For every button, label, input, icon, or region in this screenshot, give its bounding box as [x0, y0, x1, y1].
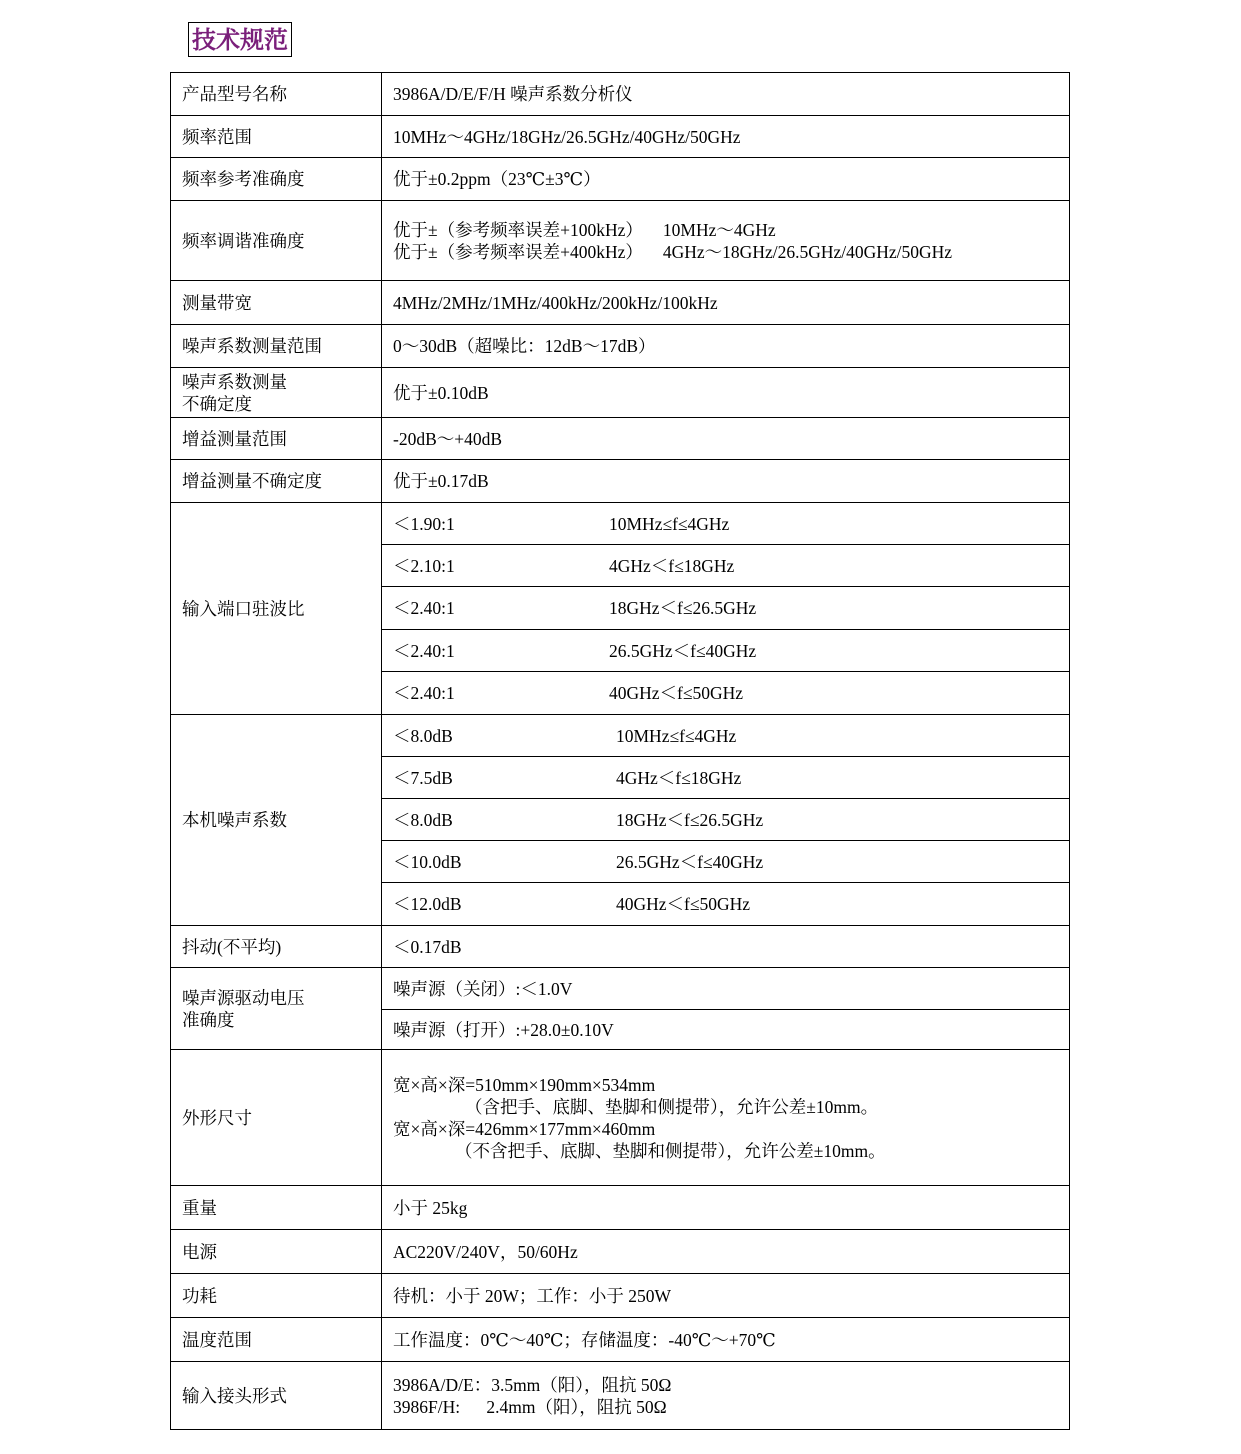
tune-spec: 优于±（参考频率误差+400kHz）: [393, 241, 643, 262]
vswr-value: ＜2.10:1: [393, 555, 455, 576]
row-value: [382, 1362, 1070, 1430]
tune-spec: 优于±（参考频率误差+100kHz）: [393, 219, 643, 240]
row-value: 待机：小于 20W；工作：小于 250W: [382, 1274, 1070, 1318]
row-label: 外形尺寸: [171, 1050, 382, 1186]
row-value: 优于±0.17dB: [382, 460, 1070, 503]
vswr-value: ＜1.90:1: [393, 513, 455, 534]
row-label: [171, 368, 382, 418]
vswr-item: [382, 672, 1070, 715]
nf-range: 18GHz＜f≤26.5GHz: [616, 809, 764, 830]
table-row: [171, 1362, 1070, 1430]
vswr-value: ＜2.40:1: [393, 598, 455, 618]
dimension-line: （含把手、底脚、垫脚和侧提带），允许公差±10mm。: [465, 1096, 879, 1117]
nf-value: ＜8.0dB: [393, 725, 453, 746]
vswr-item: [382, 545, 1070, 587]
nf-range: 40GHz＜f≤50GHz: [616, 894, 751, 914]
nf-item: [382, 799, 1070, 841]
row-label: 抖动(不平均): [171, 926, 382, 968]
table-row: [171, 1230, 1070, 1274]
row-value: [382, 1050, 1070, 1186]
nf-value: ＜7.5dB: [393, 767, 453, 788]
row-value: 噪声源（打开）:+28.0±0.10V: [382, 1010, 1070, 1050]
tune-range: 10MHz～4GHz: [662, 219, 776, 240]
row-value: 3986A/D/E/F/H 噪声系数分析仪: [382, 73, 1070, 116]
row-value: 0～30dB（超噪比：12dB～17dB）: [382, 325, 1070, 368]
row-label-line: 噪声源驱动电压: [182, 987, 305, 1008]
table-row: [171, 158, 1070, 201]
table-row: [171, 1274, 1070, 1318]
row-value: 小于 25kg: [382, 1186, 1070, 1230]
row-value: [382, 201, 1070, 281]
dimension-line: 宽×高×深=510mm×190mm×534mm: [393, 1074, 656, 1095]
table-row: [171, 1186, 1070, 1230]
row-value: 4MHz/2MHz/1MHz/400kHz/200kHz/100kHz: [382, 281, 1070, 325]
nf-item: [382, 757, 1070, 799]
table-row: [171, 503, 1070, 545]
row-label: 噪声系数测量范围: [171, 325, 382, 368]
nf-range: 10MHz≤f≤4GHz: [616, 725, 737, 746]
vswr-range: 4GHz＜f≤18GHz: [609, 555, 735, 576]
table-row: [171, 1050, 1070, 1186]
table-row: [171, 1318, 1070, 1362]
vswr-item: [382, 630, 1070, 672]
row-label: 温度范围: [171, 1318, 382, 1362]
table-row: [171, 201, 1070, 281]
table-row: [171, 368, 1070, 418]
row-label: 输入接头形式: [171, 1362, 382, 1430]
connector-line: 3986A/D/E：3.5mm（阳），阻抗 50Ω: [393, 1374, 672, 1395]
row-label: 测量带宽: [171, 281, 382, 325]
nf-value: ＜10.0dB: [393, 851, 462, 872]
vswr-value: ＜2.40:1: [393, 640, 455, 661]
table-row: [171, 73, 1070, 116]
vswr-range: 40GHz＜f≤50GHz: [609, 683, 744, 703]
row-value: -20dB～+40dB: [382, 418, 1070, 460]
row-label-line: 不确定度: [182, 393, 252, 414]
row-value: AC220V/240V，50/60Hz: [382, 1230, 1070, 1274]
row-value: ＜0.17dB: [382, 926, 1070, 968]
table-row: [171, 281, 1070, 325]
row-value: 10MHz～4GHz/18GHz/26.5GHz/40GHz/50GHz: [382, 116, 1070, 158]
table-row: [171, 418, 1070, 460]
row-value: 工作温度：0℃～40℃；存储温度：-40℃～+70℃: [382, 1318, 1070, 1362]
row-label: 增益测量范围: [171, 418, 382, 460]
table-row: [171, 325, 1070, 368]
row-label: 频率范围: [171, 116, 382, 158]
dimension-line: 宽×高×深=426mm×177mm×460mm: [393, 1118, 656, 1139]
table-row: [171, 926, 1070, 968]
row-label: 频率参考准确度: [171, 158, 382, 201]
row-label: 功耗: [171, 1274, 382, 1318]
tune-line: [393, 219, 1058, 241]
row-label: 重量: [171, 1186, 382, 1230]
tune-line: [393, 241, 1058, 263]
row-value: 优于±0.10dB: [382, 368, 1070, 418]
table-row: [171, 715, 1070, 757]
row-label-line: 准确度: [182, 1009, 235, 1030]
vswr-range: 10MHz≤f≤4GHz: [609, 513, 730, 534]
connector-line: 3986F/H: 2.4mm（阳），阻抗 50Ω: [393, 1396, 667, 1417]
table-row: [171, 968, 1070, 1010]
row-value: 噪声源（关闭）:＜1.0V: [382, 968, 1070, 1010]
dimension-line: （不含把手、底脚、垫脚和侧提带），允许公差±10mm。: [455, 1140, 886, 1161]
row-value: 优于±0.2ppm（23℃±3℃）: [382, 158, 1070, 201]
vswr-item: [382, 587, 1070, 630]
nf-value: ＜8.0dB: [393, 809, 453, 830]
section-title: 技术规范: [188, 22, 292, 57]
vswr-value: ＜2.40:1: [393, 683, 455, 703]
tune-range: 4GHz～18GHz/26.5GHz/40GHz/50GHz: [662, 241, 953, 262]
table-row: [171, 460, 1070, 503]
row-label: 增益测量不确定度: [171, 460, 382, 503]
row-label: 输入端口驻波比: [171, 503, 382, 715]
row-label: 产品型号名称: [171, 73, 382, 116]
nf-item: [382, 715, 1070, 757]
nf-item: [382, 883, 1070, 926]
nf-range: 4GHz＜f≤18GHz: [616, 767, 742, 788]
nf-range: 26.5GHz＜f≤40GHz: [616, 851, 764, 872]
nf-value: ＜12.0dB: [393, 894, 462, 914]
row-label: 本机噪声系数: [171, 715, 382, 926]
vswr-range: 26.5GHz＜f≤40GHz: [609, 640, 757, 661]
spec-table: [170, 72, 1070, 1430]
nf-item: [382, 841, 1070, 883]
row-label: 电源: [171, 1230, 382, 1274]
vswr-range: 18GHz＜f≤26.5GHz: [609, 598, 757, 618]
row-label: 频率调谐准确度: [171, 201, 382, 281]
vswr-item: [382, 503, 1070, 545]
row-label: [171, 968, 382, 1050]
row-label-line: 噪声系数测量: [182, 371, 287, 392]
table-row: [171, 116, 1070, 158]
